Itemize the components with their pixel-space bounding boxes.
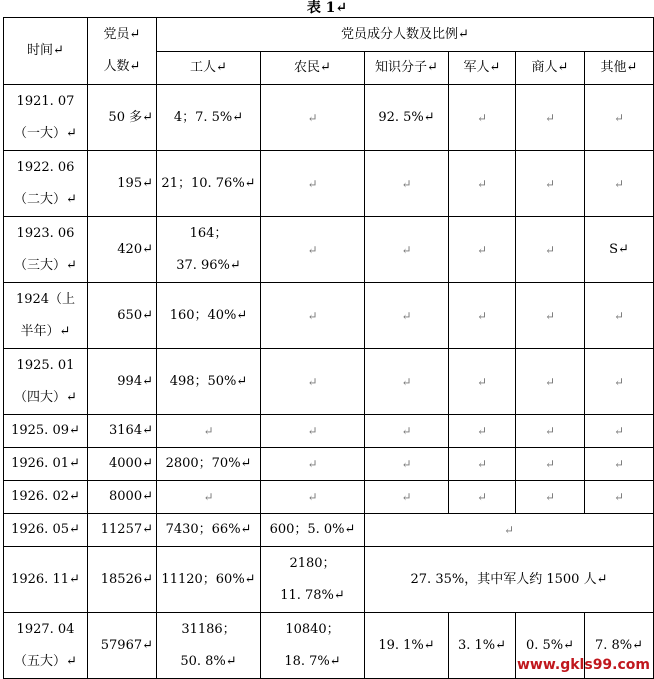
merchant-cell: ↵ <box>516 283 585 349</box>
soldier-cell: ↵ <box>449 217 516 283</box>
time-cell: 1927. 04 （五大）↵ <box>4 613 88 679</box>
merchant-cell: ↵ <box>516 85 585 151</box>
members-cell: 994↵ <box>88 349 157 415</box>
members-cell: 420↵ <box>88 217 157 283</box>
other-cell: ↵ <box>585 448 654 481</box>
watermark: www.gkls99.com <box>517 657 650 673</box>
soldier-cell: ↵ <box>449 283 516 349</box>
time-cell: 1926. 05↵ <box>4 514 88 547</box>
worker-cell: 11120；60%↵ <box>157 547 261 613</box>
worker-cell: 7430；66%↵ <box>157 514 261 547</box>
header-composition: 党员成分人数及比例↵ <box>157 18 654 52</box>
soldier-cell: ↵ <box>449 151 516 217</box>
header-other: 其他↵ <box>585 52 654 85</box>
farmer-cell: ↵ <box>261 349 365 415</box>
merged-cell: 27. 35%，其中军人约 1500 人↵ <box>365 547 654 613</box>
header-merchant: 商人↵ <box>516 52 585 85</box>
time-cell: 1924（上 半年）↵ <box>4 283 88 349</box>
members-cell: 4000↵ <box>88 448 157 481</box>
intellectual-cell: ↵ <box>365 283 449 349</box>
farmer-cell: ↵ <box>261 85 365 151</box>
header-intellectual: 知识分子↵ <box>365 52 449 85</box>
header-soldier: 军人↵ <box>449 52 516 85</box>
farmer-cell: ↵ <box>261 217 365 283</box>
merged-cell: ↵ <box>365 514 654 547</box>
time-cell: 1923. 06 （三大）↵ <box>4 217 88 283</box>
other-cell: ↵ <box>585 415 654 448</box>
table-row <box>4 85 654 151</box>
time-cell: 1925. 09↵ <box>4 415 88 448</box>
intellectual-cell: ↵ <box>365 448 449 481</box>
members-cell: 50 多↵ <box>88 85 157 151</box>
intellectual-cell: 19. 1%↵ <box>365 613 449 679</box>
intellectual-cell: ↵ <box>365 481 449 514</box>
worker-cell: 498；50%↵ <box>157 349 261 415</box>
time-cell: 1922. 06 （二大）↵ <box>4 151 88 217</box>
table-row <box>4 349 654 415</box>
members-cell: 11257↵ <box>88 514 157 547</box>
table-row <box>4 217 654 283</box>
soldier-cell: ↵ <box>449 349 516 415</box>
other-cell: ↵ <box>585 151 654 217</box>
header-farmer: 农民↵ <box>261 52 365 85</box>
members-cell: 3164↵ <box>88 415 157 448</box>
other-cell: ↵ <box>585 283 654 349</box>
farmer-cell: ↵ <box>261 151 365 217</box>
farmer-cell: 2180； 11. 78%↵ <box>261 547 365 613</box>
soldier-cell: ↵ <box>449 415 516 448</box>
merchant-cell: ↵ <box>516 415 585 448</box>
other-cell: ↵ <box>585 85 654 151</box>
farmer-cell: ↵ <box>261 481 365 514</box>
table-row <box>4 151 654 217</box>
members-cell: 195↵ <box>88 151 157 217</box>
header-row-1 <box>4 18 654 52</box>
merchant-cell: ↵ <box>516 217 585 283</box>
farmer-cell: ↵ <box>261 415 365 448</box>
other-cell: ↵ <box>585 349 654 415</box>
worker-cell: ↵ <box>157 415 261 448</box>
time-cell: 1926. 11↵ <box>4 547 88 613</box>
soldier-cell: ↵ <box>449 481 516 514</box>
worker-cell: 31186； 50. 8%↵ <box>157 613 261 679</box>
table-row <box>4 514 654 547</box>
worker-cell: 160；40%↵ <box>157 283 261 349</box>
worker-cell: 2800；70%↵ <box>157 448 261 481</box>
intellectual-cell: ↵ <box>365 151 449 217</box>
intellectual-cell: 92. 5%↵ <box>365 85 449 151</box>
table-row <box>4 415 654 448</box>
worker-cell: 164； 37. 96%↵ <box>157 217 261 283</box>
header-time: 时间↵ <box>4 18 88 85</box>
merchant-cell: ↵ <box>516 349 585 415</box>
members-cell: 18526↵ <box>88 547 157 613</box>
time-cell: 1926. 02↵ <box>4 481 88 514</box>
header-members: 党员↵ 人数↵ <box>88 18 157 85</box>
intellectual-cell: ↵ <box>365 217 449 283</box>
worker-cell: 4；7. 5%↵ <box>157 85 261 151</box>
header-worker: 工人↵ <box>157 52 261 85</box>
table-row <box>4 283 654 349</box>
other-cell: ↵ <box>585 481 654 514</box>
time-cell: 1925. 01 （四大）↵ <box>4 349 88 415</box>
other-cell: S↵ <box>585 217 654 283</box>
intellectual-cell: ↵ <box>365 415 449 448</box>
table-row <box>4 547 654 613</box>
merchant-cell: ↵ <box>516 481 585 514</box>
soldier-cell: ↵ <box>449 85 516 151</box>
members-cell: 8000↵ <box>88 481 157 514</box>
table-caption: 表 1↵ <box>306 0 348 16</box>
merchant-cell: ↵ <box>516 448 585 481</box>
soldier-cell: 3. 1%↵ <box>449 613 516 679</box>
worker-cell: ↵ <box>157 481 261 514</box>
time-cell: 1921. 07 （一大）↵ <box>4 85 88 151</box>
worker-cell: 21；10. 76%↵ <box>157 151 261 217</box>
farmer-cell: 600；5. 0%↵ <box>261 514 365 547</box>
other-cell: 7. 8%↵ <box>585 613 654 679</box>
farmer-cell: ↵ <box>261 283 365 349</box>
members-cell: 57967↵ <box>88 613 157 679</box>
farmer-cell: ↵ <box>261 448 365 481</box>
table-row <box>4 481 654 514</box>
farmer-cell: 10840； 18. 7%↵ <box>261 613 365 679</box>
intellectual-cell: ↵ <box>365 349 449 415</box>
time-cell: 1926. 01↵ <box>4 448 88 481</box>
table-row <box>4 448 654 481</box>
merchant-cell: ↵ <box>516 151 585 217</box>
party-member-table <box>3 17 654 679</box>
soldier-cell: ↵ <box>449 448 516 481</box>
members-cell: 650↵ <box>88 283 157 349</box>
merchant-cell: 0. 5%↵ <box>516 613 585 679</box>
